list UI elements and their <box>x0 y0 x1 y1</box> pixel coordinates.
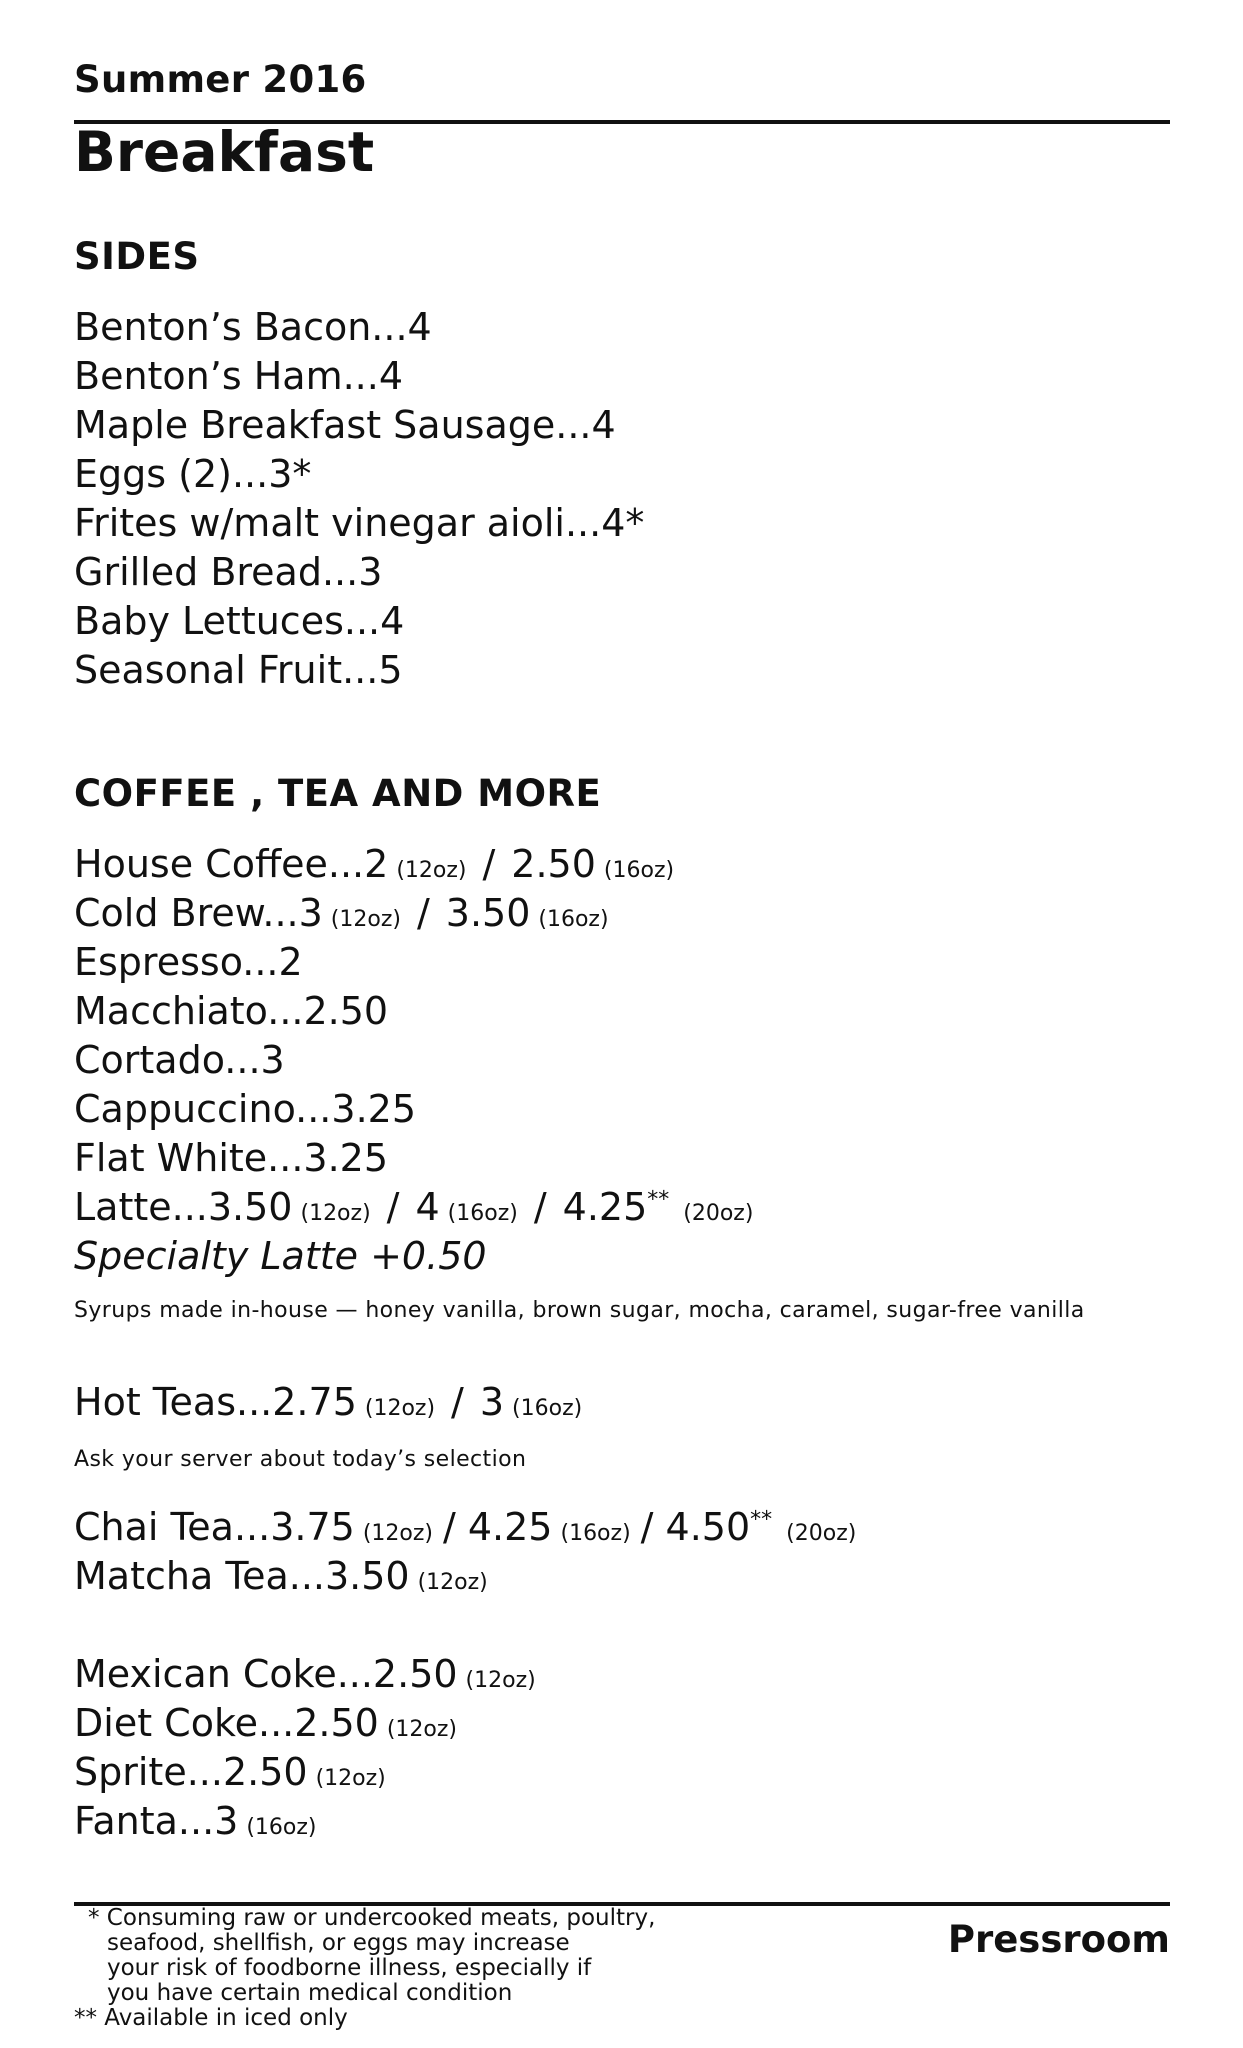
footnote-line: you have certain medical condition <box>107 1980 513 2006</box>
size-label: (12oz) <box>465 1668 536 1693</box>
menu-item-diet-coke <box>74 1701 457 1745</box>
item-name: Matcha Tea...3.50 <box>74 1554 410 1598</box>
item-name: Sprite...2.50 <box>74 1750 308 1794</box>
sides-item: Frites w/malt vinegar aioli...4* <box>74 501 645 545</box>
footnotes <box>74 1906 655 2031</box>
item-name: Diet Coke...2.50 <box>74 1701 379 1745</box>
size-label: (12oz) <box>396 858 467 883</box>
price: / 4.50 <box>640 1505 751 1549</box>
size-label: (16oz) <box>246 1815 317 1840</box>
item-name: Hot Teas...2.75 <box>74 1380 357 1424</box>
size-label: (16oz) <box>512 1396 583 1421</box>
sides-item: Maple Breakfast Sausage...4 <box>74 403 616 447</box>
item-name: Cold Brew...3 <box>74 891 323 935</box>
item-name: Chai Tea...3.75 <box>74 1505 355 1549</box>
sides-item: Grilled Bread...3 <box>74 550 383 594</box>
menu-item-cold-brew <box>74 891 609 935</box>
price: 4 <box>415 1185 440 1229</box>
sides-item: Benton’s Ham...4 <box>74 354 404 398</box>
menu-item-specialty-latte: Specialty Latte +0.50 <box>74 1234 487 1278</box>
size-label: (12oz) <box>364 1396 436 1421</box>
menu-item-fanta <box>74 1799 317 1843</box>
menu-item-chai-tea <box>74 1505 856 1549</box>
menu-item-cappuccino: Cappuccino...3.25 <box>74 1087 416 1131</box>
size-label: (20oz) <box>786 1521 857 1546</box>
season-label: Summer 2016 <box>74 58 367 101</box>
size-label: (12oz) <box>330 907 401 932</box>
price: 2.50 <box>511 842 596 886</box>
menu-item-mexican-coke <box>74 1652 536 1696</box>
size-label: (16oz) <box>560 1521 631 1546</box>
price-separator: / <box>386 1185 400 1229</box>
size-label: (12oz) <box>315 1766 386 1791</box>
size-label: (20oz) <box>683 1201 754 1226</box>
footnote-mark: ** <box>647 1187 670 1213</box>
item-name: Fanta...3 <box>74 1799 239 1843</box>
menu-item-hot-teas <box>74 1380 582 1424</box>
footnote-line: your risk of foodborne illness, especially if <box>107 1955 592 1981</box>
footnote-line: ** Available in iced only <box>74 2005 348 2031</box>
price: 4.25 <box>562 1185 648 1229</box>
sides-item: Baby Lettuces...4 <box>74 599 405 643</box>
price-separator: / <box>451 1380 464 1424</box>
item-name: Latte...3.50 <box>74 1185 293 1229</box>
size-label: (12oz) <box>417 1570 488 1595</box>
sides-heading: SIDES <box>74 235 200 278</box>
sides-item: Eggs (2)...3* <box>74 452 312 496</box>
coffee-heading: COFFEE , TEA AND MORE <box>74 772 602 815</box>
menu-item-macchiato: Macchiato...2.50 <box>74 989 389 1033</box>
price-separator: / <box>416 891 430 935</box>
footnote-mark: ** <box>750 1507 773 1533</box>
syrups-note: Syrups made in-house — honey vanilla, brown sugar, mocha, caramel, sugar-free vanilla <box>74 1298 1085 1323</box>
size-label: (16oz) <box>538 907 609 932</box>
menu-item-matcha-tea <box>74 1554 488 1598</box>
price-separator: / <box>482 842 496 886</box>
footnote-line: * Consuming raw or undercooked meats, poultry, <box>88 1905 656 1931</box>
brand-logo-text: Pressroom <box>947 1918 1170 1961</box>
menu-item-house-coffee <box>74 842 674 886</box>
menu-item-espresso: Espresso...2 <box>74 940 303 984</box>
menu-item-sprite <box>74 1750 386 1794</box>
price-separator: / <box>533 1185 547 1229</box>
footnote-line: seafood, shellfish, or eggs may increase <box>107 1930 570 1956</box>
size-label: (12oz) <box>362 1521 433 1546</box>
sides-item: Benton’s Bacon...4 <box>74 305 432 349</box>
size-label: (16oz) <box>603 858 675 883</box>
tea-note: Ask your server about today’s selection <box>74 1447 527 1472</box>
item-name: House Coffee...2 <box>74 842 389 886</box>
menu-item-latte <box>74 1185 753 1229</box>
size-label: (12oz) <box>300 1201 371 1226</box>
size-label: (12oz) <box>386 1717 458 1742</box>
menu-item-cortado: Cortado...3 <box>74 1038 285 1082</box>
sides-item: Seasonal Fruit...5 <box>74 648 403 692</box>
size-label: (16oz) <box>447 1201 518 1226</box>
item-name: Mexican Coke...2.50 <box>74 1652 458 1696</box>
menu-item-flat-white: Flat White...3.25 <box>74 1136 389 1180</box>
price: 3.50 <box>445 891 531 935</box>
price: 3 <box>479 1380 505 1424</box>
price: / 4.25 <box>442 1505 553 1549</box>
page-title: Breakfast <box>74 120 375 184</box>
